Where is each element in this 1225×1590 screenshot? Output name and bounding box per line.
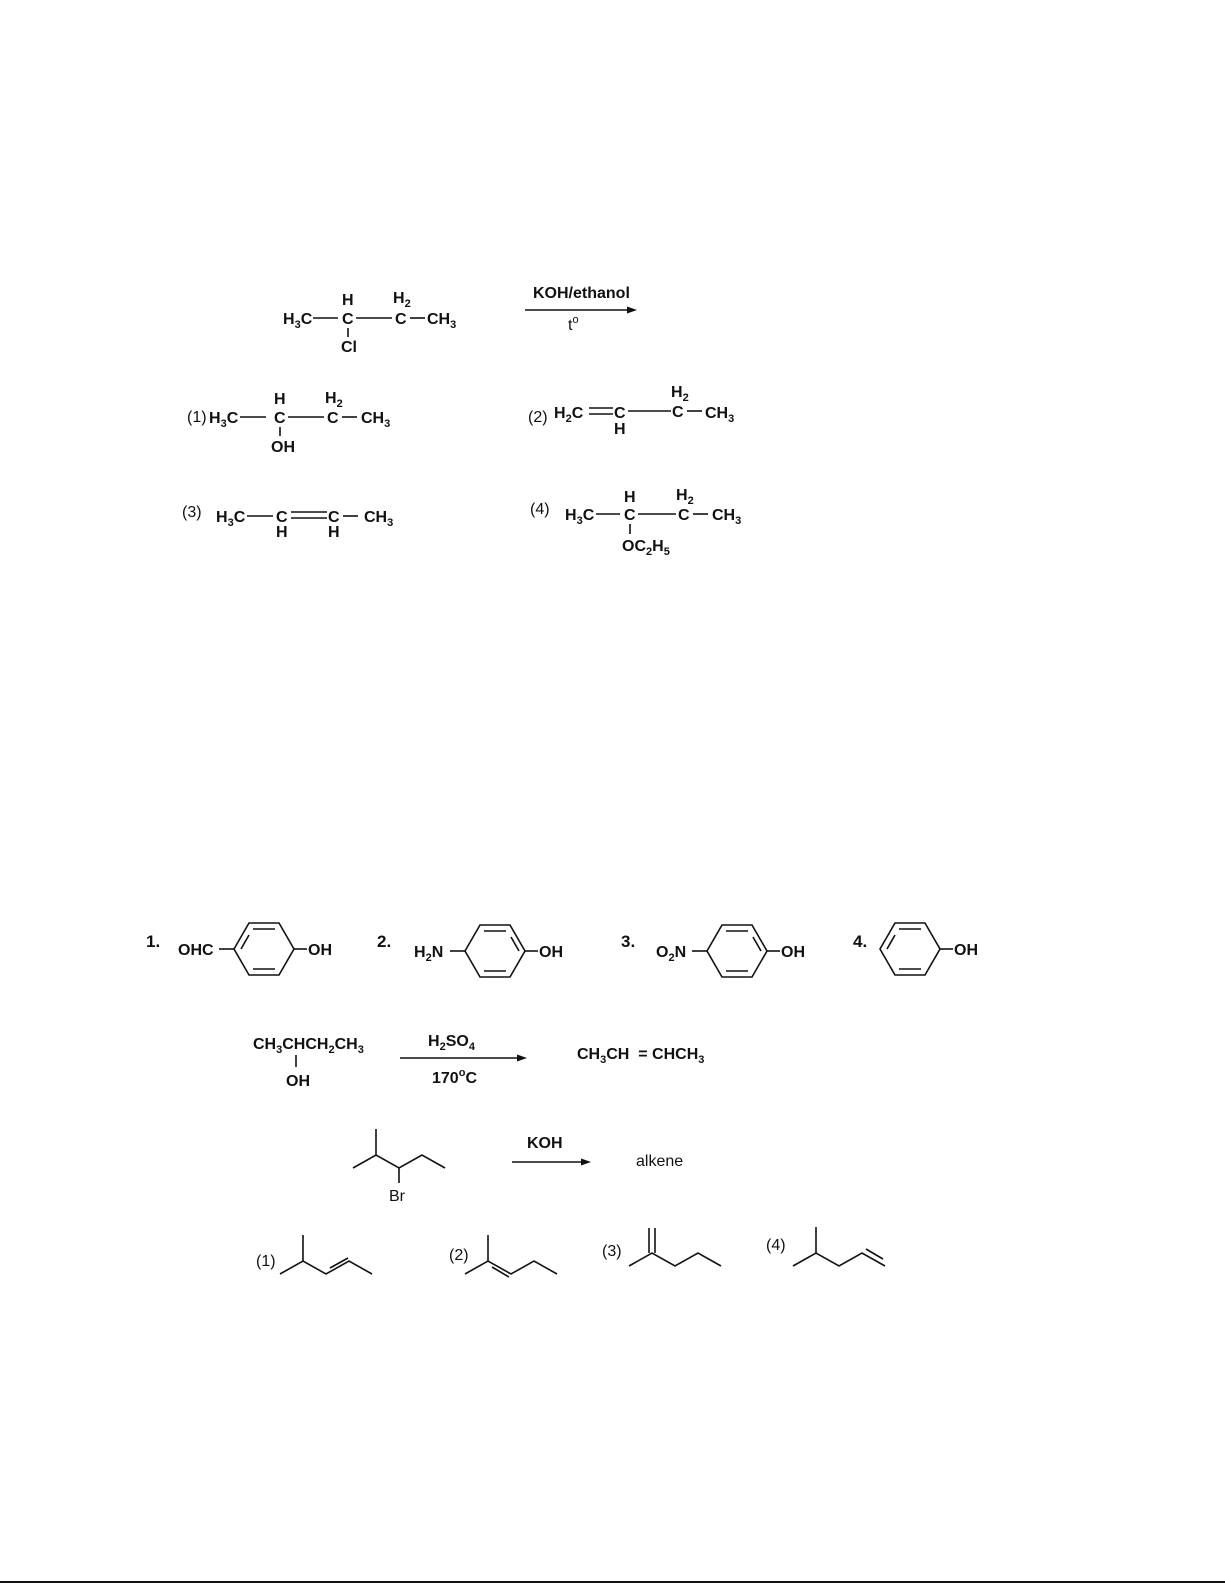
svg-text:H: H [624,489,636,506]
reaction3-option-3 [602,1228,721,1266]
svg-text:H2: $H_2$ [676,487,694,507]
svg-text:C: C [328,509,340,526]
svg-text:H3C: $H_3C$ [565,507,595,527]
reaction1-arrow [525,285,637,334]
svg-text:H3C: $H_3C$ [216,509,246,529]
phenol-1 [146,923,332,975]
reaction1-option-2 [528,384,734,438]
reaction2-reactant: $CH_3CHCH_2CH_3$ [253,1036,364,1056]
svg-text:OH: OH [271,439,295,456]
svg-text:4.: 4. [853,932,868,951]
svg-text:(3): (3) [182,504,202,521]
svg-text:(2): (2) [528,409,548,426]
svg-text:C: C [276,509,288,526]
reaction3-product: alkene [636,1153,684,1170]
reaction3-reactant [353,1129,445,1205]
svg-text:(2): (2) [449,1247,469,1264]
reaction1-option-1 [187,390,390,456]
reaction1-reagent: KOH/ethanol [533,285,630,302]
svg-text:H2: $H_2$ [393,290,411,310]
svg-text:(4): (4) [766,1237,786,1254]
svg-text:H2: $H_2$ [325,390,343,410]
reaction3-option-1 [256,1235,372,1274]
svg-text:CH3: $CH_3$ [712,507,742,527]
svg-text:CH3: $CH_3$ [705,405,735,425]
phenol-4 [853,923,978,975]
svg-text:(4): (4) [530,501,550,518]
reaction2-reagent: $H_2SO_4$ [428,1033,475,1053]
svg-text:H: H [276,524,288,541]
svg-text:CH3: $CH_3$ [427,311,457,331]
svg-text:OH: OH [781,944,805,961]
svg-text:C: C [678,507,690,524]
phenol-3 [621,925,805,977]
svg-text:O2N: $O_2N$ [656,944,687,964]
svg-text:OH: OH [308,942,332,959]
svg-text:C: C [342,311,354,328]
svg-text:CH3: $CH_3$ [364,509,394,529]
svg-text:2.: 2. [377,932,392,951]
reaction2-product: $CH_3CH$ = $CHCH_3$ [577,1046,705,1066]
reaction3-option-4 [766,1227,885,1266]
svg-text:H2C: $H_2C$ [554,405,584,425]
svg-text:H2: $H_2$ [671,384,689,404]
reaction1-condition: $t^o$ [568,314,579,334]
phenol-2 [377,925,563,977]
svg-text:C: C [274,410,286,427]
svg-text:CH3: $CH_3$ [361,410,391,430]
reaction3-reagent: KOH [527,1135,563,1152]
svg-text:H: H [328,524,340,541]
svg-text:OHC: OHC [178,942,214,959]
svg-text:C: C [672,404,684,421]
reaction2-reactant-oh: OH [286,1073,310,1090]
svg-text:H: H [342,292,354,309]
svg-text:1.: 1. [146,932,161,951]
svg-text:C: C [395,311,407,328]
svg-text:H2N: $H_2N$ [414,944,444,964]
svg-text:Br: Br [389,1188,405,1205]
reaction3-arrow [512,1135,591,1166]
svg-text:H: H [614,421,626,438]
svg-text:H: H [274,391,286,408]
svg-text:C: C [614,405,626,422]
reaction1-option-4 [530,487,741,558]
svg-text:3.: 3. [621,932,636,951]
svg-text:H3C: $H_3C$ [283,311,313,331]
svg-text:(3): (3) [602,1243,622,1260]
svg-text:C: C [624,507,636,524]
svg-text:Cl: Cl [341,339,357,356]
svg-text:OH: OH [954,942,978,959]
reaction2-condition: 170$^o$C [432,1067,477,1087]
reaction3-option-2 [449,1235,557,1277]
svg-text:OH: OH [539,944,563,961]
svg-text:H3C: $H_3C$ [209,410,239,430]
svg-text:(1): (1) [256,1253,276,1270]
svg-text:OC2H5: $OC_2H_5$ [622,538,670,558]
reaction2 [253,1033,704,1090]
svg-text:(1): (1) [187,409,207,426]
reaction1-option-3 [182,504,393,541]
reaction1-reactant [283,290,456,356]
svg-text:C: C [327,410,339,427]
